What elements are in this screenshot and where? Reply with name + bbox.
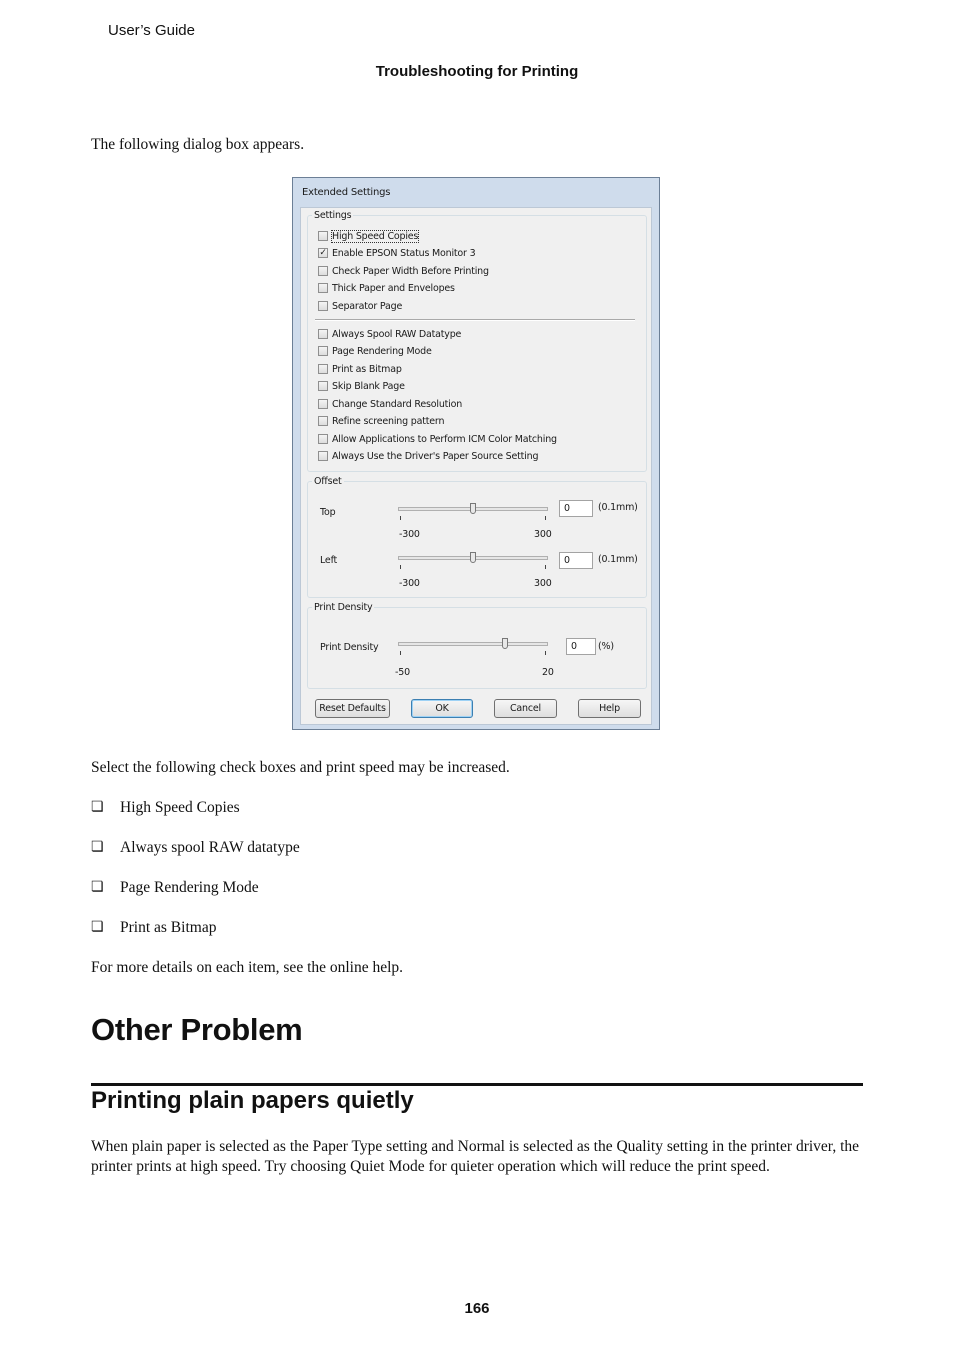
offset-left-input[interactable]: 0 <box>559 552 593 569</box>
print-density-max-label: 20 <box>542 667 554 678</box>
offset-group <box>307 481 647 598</box>
checkbox-page-rendering-mode[interactable] <box>318 344 432 358</box>
checkbox-thick-paper[interactable] <box>318 281 455 295</box>
offset-left-unit: (0.1mm) <box>598 554 638 565</box>
section-header: Troubleshooting for Printing <box>375 63 579 80</box>
slider-tick <box>400 516 401 520</box>
checkbox-label: Refine screening pattern <box>332 415 445 427</box>
bullet-item <box>91 798 240 818</box>
checkbox-high-speed-copies[interactable] <box>318 229 418 243</box>
checkbox-box[interactable] <box>318 283 328 293</box>
checkbox-label: Separator Page <box>332 300 403 312</box>
offset-top-slider-thumb[interactable] <box>470 503 476 514</box>
slider-tick <box>400 651 401 655</box>
checkbox-label: Always Spool RAW Datatype <box>332 328 462 340</box>
dialog-title: Extended Settings <box>302 187 391 198</box>
page-number: 166 <box>464 1300 490 1317</box>
print-density-label: Print Density <box>320 642 379 653</box>
print-density-unit: (%) <box>598 641 614 652</box>
intro-paragraph: The following dialog box appears. <box>91 136 305 153</box>
offset-top-min-label: -300 <box>399 529 420 540</box>
checkbox-label: Allow Applications to Perform ICM Color Matching <box>332 433 557 445</box>
checkbox-change-standard-resolution[interactable] <box>318 397 462 411</box>
checkbox-enable-status-monitor[interactable] <box>318 246 475 260</box>
print-density-input[interactable]: 0 <box>566 638 596 655</box>
checkbox-label: Always Use the Driver's Paper Source Setting <box>332 450 539 462</box>
quiet-mode-paragraph: When plain paper is selected as the Paper Type setting and Normal is selected as the Quality setting in the printer driver, the printer prints at high speed. Try choosing Quiet Mode for quieter operation which will reduce the print speed. <box>91 1138 860 1175</box>
checkbox-driver-paper-source[interactable] <box>318 449 538 463</box>
offset-top-input[interactable]: 0 <box>559 500 593 517</box>
print-density-slider-thumb[interactable] <box>502 638 508 649</box>
heading-rule <box>91 1083 863 1086</box>
heading-printing-quietly: Printing plain papers quietly <box>91 1087 414 1114</box>
reset-defaults-button[interactable]: Reset Defaults <box>315 699 390 718</box>
offset-left-min-label: -300 <box>399 578 420 589</box>
checkbox-box[interactable] <box>318 266 328 276</box>
checkbox-check-paper-width[interactable] <box>318 264 489 278</box>
checkbox-refine-screening[interactable] <box>318 414 444 428</box>
checkbox-label: Skip Blank Page <box>332 380 405 392</box>
offset-left-max-label: 300 <box>534 578 552 589</box>
offset-left-label: Left <box>320 555 338 566</box>
offset-top-unit: (0.1mm) <box>598 502 638 513</box>
ok-button[interactable]: OK <box>411 699 473 718</box>
checkbox-bullet-icon: ❏ <box>91 800 104 815</box>
bullet-item <box>91 838 300 858</box>
print-density-group-label: Print Density <box>314 602 373 613</box>
checkbox-box[interactable] <box>318 451 328 461</box>
details-paragraph: For more details on each item, see the online help. <box>91 959 404 976</box>
checkbox-label: Print as Bitmap <box>332 363 402 375</box>
checkbox-label: High Speed Copies <box>332 230 419 242</box>
checkbox-box[interactable] <box>318 364 328 374</box>
bullet-item <box>91 918 216 938</box>
slider-tick <box>400 565 401 569</box>
select-paragraph: Select the following check boxes and print speed may be increased. <box>91 759 510 776</box>
running-header: User’s Guide <box>108 22 195 39</box>
checkbox-label: Check Paper Width Before Printing <box>332 265 489 277</box>
checkbox-print-as-bitmap[interactable] <box>318 362 402 376</box>
bullet-item <box>91 878 259 898</box>
print-density-min-label: -50 <box>395 667 410 678</box>
bullet-text: High Speed Copies <box>120 799 240 816</box>
slider-tick <box>545 651 546 655</box>
extended-settings-dialog <box>292 177 660 730</box>
checkbox-bullet-icon: ❏ <box>91 840 104 855</box>
checkbox-label: Thick Paper and Envelopes <box>332 282 455 294</box>
checkbox-box[interactable] <box>318 416 328 426</box>
checkbox-box[interactable] <box>318 399 328 409</box>
heading-other-problem: Other Problem <box>91 1012 303 1047</box>
checkbox-bullet-icon: ❏ <box>91 880 104 895</box>
offset-top-max-label: 300 <box>534 529 552 540</box>
cancel-button[interactable]: Cancel <box>494 699 557 718</box>
checkbox-always-spool-raw[interactable] <box>318 327 461 341</box>
checkbox-box[interactable] <box>318 231 328 241</box>
bullet-text: Always spool RAW datatype <box>120 839 300 856</box>
settings-separator <box>315 319 635 321</box>
dialog-client-area <box>300 207 652 725</box>
checkbox-box[interactable] <box>318 301 328 311</box>
slider-tick <box>545 516 546 520</box>
checkbox-box[interactable] <box>318 346 328 356</box>
checkmark-icon[interactable]: ✓ <box>319 247 327 258</box>
checkbox-separator-page[interactable] <box>318 299 402 313</box>
bullet-text: Page Rendering Mode <box>120 879 259 896</box>
checkbox-label: Change Standard Resolution <box>332 398 463 410</box>
checkbox-box[interactable] <box>318 381 328 391</box>
checkbox-icm-color-matching[interactable] <box>318 432 557 446</box>
offset-top-label: Top <box>320 507 336 518</box>
offset-group-label: Offset <box>314 476 342 487</box>
checkbox-box[interactable] <box>318 329 328 339</box>
checkbox-label: Page Rendering Mode <box>332 345 432 357</box>
checkbox-bullet-icon: ❏ <box>91 920 104 935</box>
checkbox-box[interactable] <box>318 434 328 444</box>
bullet-text: Print as Bitmap <box>120 919 217 936</box>
offset-left-slider-thumb[interactable] <box>470 552 476 563</box>
help-button[interactable]: Help <box>578 699 641 718</box>
print-density-slider[interactable] <box>398 642 548 646</box>
slider-tick <box>545 565 546 569</box>
settings-group-label: Settings <box>314 210 352 221</box>
checkbox-skip-blank-page[interactable] <box>318 379 405 393</box>
checkbox-label: Enable EPSON Status Monitor 3 <box>332 247 476 259</box>
